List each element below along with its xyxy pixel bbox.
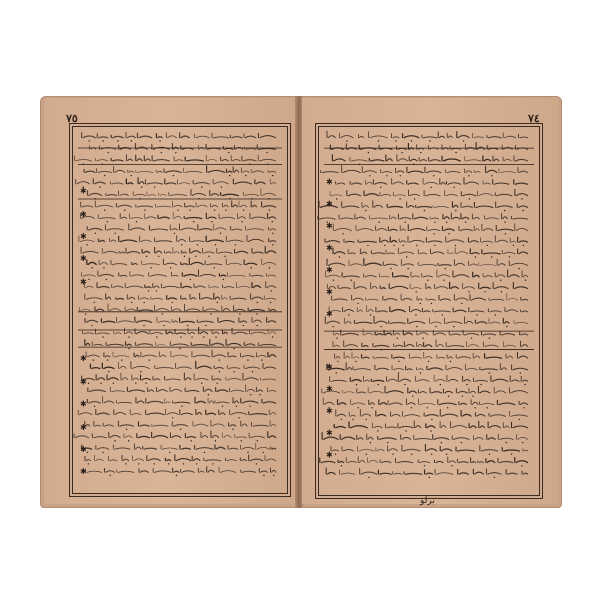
text-line [322, 386, 528, 397]
right-page [302, 98, 558, 504]
verse-star-icon: ✱ [80, 186, 87, 196]
text-line [327, 258, 528, 269]
text-line [335, 352, 528, 362]
book-spread [40, 96, 562, 508]
text-line [326, 270, 528, 281]
text-line [82, 270, 276, 281]
text-line [319, 200, 528, 211]
verse-star-icon: ✱ [80, 210, 87, 220]
text-line [87, 258, 276, 269]
text-line [79, 235, 276, 246]
text-line [86, 466, 276, 476]
text-line [320, 456, 528, 466]
text-line [82, 443, 276, 453]
text-line [84, 165, 276, 176]
text-line [87, 396, 276, 407]
text-line [90, 361, 276, 372]
verse-star-icon: ✱ [80, 232, 87, 242]
text-line [334, 328, 528, 339]
right-page-text [302, 98, 558, 504]
right-page-number: ٧٤ [528, 112, 540, 125]
text-line [332, 154, 528, 165]
text-line [78, 409, 276, 419]
text-line [88, 385, 276, 396]
text-line [85, 339, 276, 349]
text-line [334, 420, 528, 431]
verse-star-icon: ✱ [326, 199, 333, 209]
text-line [336, 177, 528, 188]
text-line [87, 223, 276, 233]
text-line [81, 246, 276, 257]
text-line [331, 444, 528, 455]
text-line [82, 372, 276, 383]
text-line [88, 188, 276, 199]
text-line [85, 317, 276, 327]
catchword: برلو [420, 496, 435, 506]
verse-star-icon: ✱ [80, 444, 87, 454]
text-line [326, 468, 528, 478]
text-line [329, 305, 528, 315]
text-line [85, 281, 276, 291]
text-line [336, 409, 528, 420]
text-line [333, 339, 528, 350]
verse-star-icon: ✱ [80, 253, 87, 263]
text-line [323, 398, 528, 409]
verse-star-icon: ✱ [80, 466, 87, 476]
text-line [330, 189, 528, 200]
verse-star-icon: ✱ [80, 353, 87, 363]
text-line [74, 154, 276, 164]
text-line [80, 303, 276, 314]
text-line [85, 454, 276, 464]
verse-star-icon: ✱ [326, 265, 333, 275]
text-line [74, 431, 276, 442]
left-page-text [44, 98, 296, 504]
text-line [82, 132, 276, 142]
verse-star-icon: ✱ [326, 287, 333, 297]
verse-star-icon: ✱ [326, 243, 333, 253]
verse-star-icon: ✱ [80, 377, 87, 387]
text-line [325, 316, 528, 327]
verse-star-icon: ✱ [326, 428, 333, 438]
text-line [85, 420, 276, 430]
verse-star-icon: ✱ [326, 384, 333, 394]
text-line [83, 327, 276, 338]
text-line [318, 213, 528, 223]
text-line [327, 131, 528, 142]
text-line [85, 293, 276, 303]
text-line [330, 374, 528, 385]
verse-star-icon: ✱ [80, 277, 87, 287]
text-line [321, 165, 528, 176]
verse-star-icon: ✱ [326, 221, 333, 231]
text-line [333, 223, 528, 234]
text-line [76, 177, 276, 188]
verse-star-icon: ✱ [326, 177, 333, 187]
verse-star-icon: ✱ [326, 309, 333, 319]
text-line [325, 235, 528, 246]
verse-star-icon: ✱ [80, 399, 87, 409]
text-line [80, 212, 276, 223]
left-page [44, 98, 296, 504]
text-line [332, 293, 528, 304]
text-line [333, 247, 528, 257]
text-line [81, 201, 276, 211]
text-line [327, 362, 528, 373]
verse-star-icon: ✱ [326, 450, 333, 460]
text-line [327, 282, 528, 293]
verse-star-icon: ✱ [326, 362, 333, 372]
text-line [86, 350, 276, 361]
text-line [322, 432, 528, 443]
verse-star-icon: ✱ [80, 423, 87, 433]
left-page-number: ٧٥ [66, 112, 78, 125]
verse-star-icon: ✱ [326, 406, 333, 416]
